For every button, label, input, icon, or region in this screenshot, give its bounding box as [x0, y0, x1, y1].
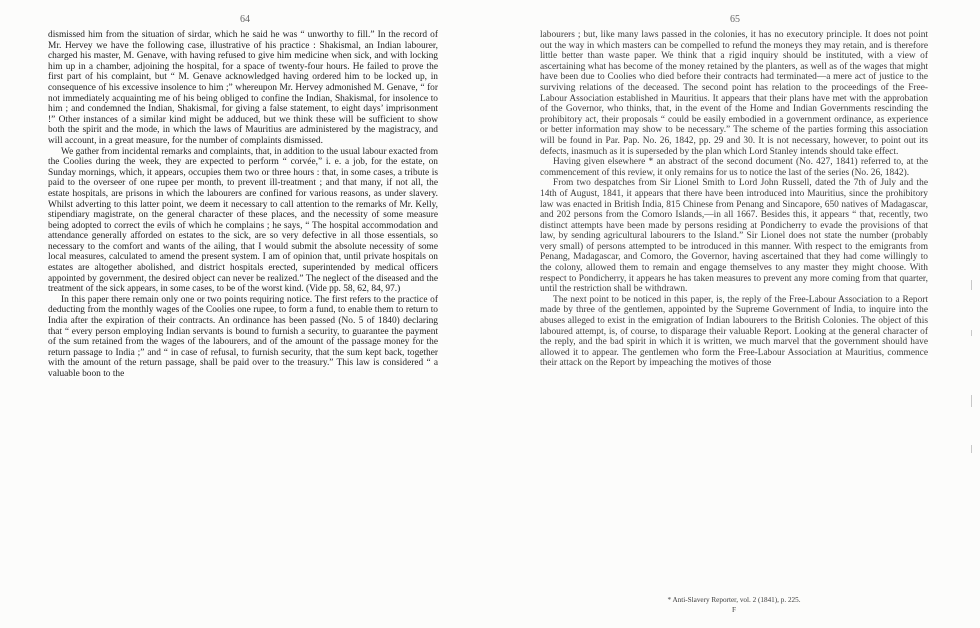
right-paragraph-3: From two despatches from Sir Lionel Smith to Lord John Russell, dated the 7th of July and the 14th of August, 1841, it appears that there have been introduced into Mauritius, since the prohibitory law was enacted in British India, 815 Chinese from Penang and Sincapore, 650 natives of Madagascar, and 202 persons from the Comoro Islands,—in all 1667. Besides this, it appears “ that, recently, two distinct attempts have been made by persons residing at Pondicherry to evade the provisions of that law, by sending agricultural labourers to the Island.” Sir Lionel does not state the number (probably very small) of persons attempted to be introduced in this manner. With respect to the emigrants from Penang, Madagascar, and Comoro, the Governor, having ascertained that they had come willingly to the colony, allowed them to remain and engage themselves to any master they might choose. With respect to Pondicherry, it appears he has taken measures to prevent any more coming from that quarter, until the restriction shall be withdrawn. [540, 178, 928, 295]
left-paragraph-3: In this paper there remain only one or two points requiring notice. The first refers to the practice of deducting from the monthly wages of the Coolies one rupee, to form a fund, to enable them to return to India after the expiration of their contracts. An ordinance has been passed (No. 5 of 1840) declaring that “ every person employing Indian servants is bound to furnish a security, to guarantee the payment of the sum retained from the wages of the labourers, and of the amount of the passage money for the return passage to India ;” and “ in case of refusal, to furnish security, that the sum kept back, together with the amount of the return passage, shall be paid over to the treasury.” This law is considered “ a valuable boon to the [48, 294, 438, 379]
right-page-text [540, 30, 928, 369]
right-page [490, 0, 980, 628]
signature-mark: F [732, 606, 736, 614]
footnote: * Anti-Slavery Reporter, vol. 2 (1841), p. 225. [667, 596, 801, 604]
page-number-right: 65 [730, 14, 740, 25]
right-paragraph-2: Having given elsewhere * an abstract of the second document (No. 427, 1841) referred to, at the commencement of this review, it only remains for us to notice the last of the series (No. 26, 1842). [540, 157, 928, 178]
left-paragraph-2: We gather from incidental remarks and complaints, that, in addition to the usual labour exacted from the Coolies during the week, they are expected to perform “ corvée,” i. e. a job, for the estate, on Sunday mornings, which, it appears, occupies them two or three hours : that, in some cases, a tribute is paid to the overseer of one rupee per month, to prevent ill-treatment ; and that many, if not all, the estate hospitals, are prisons in which the labourers are confined for various reasons, as under slavery. Whilst adverting to this latter point, we deem it necessary to call attention to the remarks of Mr. Kelly, stipendiary magistrate, on the general character of these places, and the necessity of some measure being adopted to correct the evils of which he complains ; he says, “ The hospital accommodation and attendance generally afforded on estates to the sick, are so very defective in all those essentials, so necessary to the comfort and wants of the ailing, that I would submit the absolute necessity of some local measures, calculated to amend the present system. I am of opinion that, until private hospitals on estates are altogether abolished, and district hospitals erected, superintended by medical officers appointed by government, the desired object can never be realized.” The neglect of the diseased and the treatment of the sick appears, in some cases, to be of the worst kind. (Vide pp. 58, 62, 84, 97.) [48, 146, 438, 295]
right-paragraph-4: The next point to be noticed in this paper, is, the reply of the Free-Labour Association to a Report made by three of the gentlemen, appointed by the Supreme Government of India, to inquire into the abuses alleged to exist in the emigration of Indian labourers to the British Colonies. The object of this laboured attempt, is, of course, to disparage their valuable Report. Looking at the general character of the reply, and the bad spirit in which it is written, we much marvel that the government should have allowed it to appear. The gentlemen who form the Free-Labour Association at Mauritius, commence their attack on the Report by impeaching the motives of those [540, 294, 928, 369]
left-page-text [48, 30, 438, 380]
right-paragraph-1: labourers ; but, like many laws passed in the colonies, it has no executory principle. It does not point out the way in which masters can be compelled to refund the moneys they may retain, and is therefore little better than waste paper. We think that a rigid inquiry should be instituted, with a view of ascertaining what has become of the money retained by the planters, as well as of the wages that might have been due to Coolies who died before their contracts had terminated—a mere act of justice to the surviving relations of the deceased. The second point has relation to the proceedings of the Free-Labour Association established in Mauritius. It appears that their plans have met with the approbation of the Governor, who thinks, that, in the event of the Home and Indian Governments rescinding the prohibitory act, their proposals “ could be easily embodied in a government ordinance, as experience or better information may show to be necessary.” The scheme of the parties forming this association will be found in Par. Pap. No. 26, 1842, pp. 29 and 30. It is not necessary, however, to point out its defects, inasmuch as it is superseded by the plan which Lord Stanley intends should take effect. [540, 30, 928, 157]
left-paragraph-1: dismissed him from the situation of sirdar, which he said he was “ unworthy to fill.” In the record of Mr. Hervey we have the following case, illustrative of his practice : Shakismal, an Indian labourer, charged his master, M. Genave, with having refused to give him medicine when sick, and with locking him up in a chamber, adjoining the hospital, for a space of twenty-four hours. He failed to prove the first part of his complaint, but “ M. Genave acknowledged having ordered him to be locked up, in consequence of his excessive insolence to him ;” whereupon Mr. Hervey admonished M. Genave, “ for not immediately acquainting me of his being obliged to confine the Indian, Shakismal, for insolence to him ; and condemned the Indian, Shakismal, for giving a false statement, to eight days’ imprisonment !” Other instances of a similar kind might be adduced, but we think these will be sufficient to show both the spirit and the mode, in which the laws of Mauritius are administered by the magistracy, and will account, in a great measure, for the number of complaints dismissed. [48, 30, 438, 146]
page-edge-marks [942, 0, 972, 628]
page-number-left: 64 [240, 14, 250, 25]
